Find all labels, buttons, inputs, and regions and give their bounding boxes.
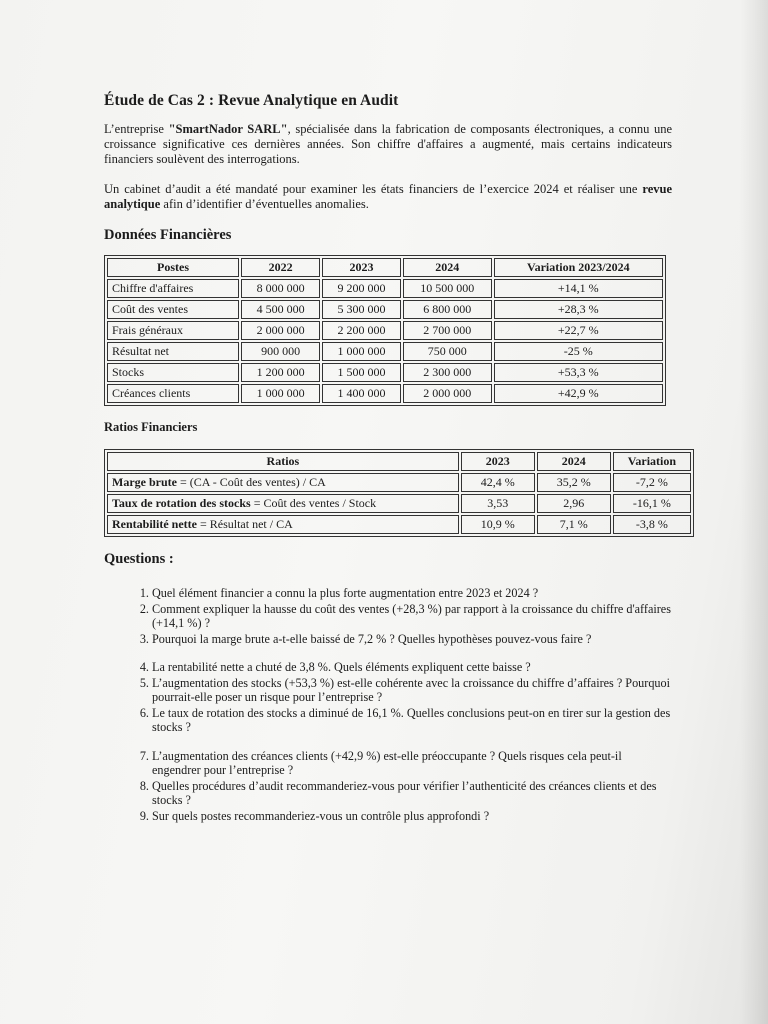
table-row: [107, 494, 691, 513]
header-postes: Postes: [107, 258, 239, 277]
cell-poste: Résultat net: [107, 342, 239, 361]
cell-value-2022: 1 200 000: [241, 363, 320, 382]
ratio-name: Rentabilité nette: [112, 517, 197, 531]
cell-value-2024: 2 700 000: [403, 321, 492, 340]
analytical-review-term: revue analytique: [104, 182, 672, 211]
cell-variation: +14,1 %: [494, 279, 663, 298]
question-item: 2. Comment expliquer la hausse du coût des ventes (+28,3 %) par rapport à la croissance du chiffre d'affaires (+14,1 %) ?: [152, 602, 672, 631]
cell-value-2023: 1 500 000: [322, 363, 401, 382]
cell-value-2022: 4 500 000: [241, 300, 320, 319]
cell-poste: Chiffre d'affaires: [107, 279, 239, 298]
cell-ratio-variation: -16,1 %: [613, 494, 691, 513]
cell-poste: Coût des ventes: [107, 300, 239, 319]
header-ratio-2023: 2023: [461, 452, 535, 471]
cell-poste: Stocks: [107, 363, 239, 382]
intro-paragraph-2: [104, 182, 672, 212]
ratio-formula: = (CA - Coût des ventes) / CA: [176, 475, 326, 489]
cell-value-2024: 6 800 000: [403, 300, 492, 319]
header-ratios: Ratios: [107, 452, 459, 471]
financial-table-header-row: [107, 258, 663, 277]
intro-paragraph-1: [104, 122, 672, 167]
cell-variation: -25 %: [494, 342, 663, 361]
table-row: [107, 300, 663, 319]
cell-value-2024: 10 500 000: [403, 279, 492, 298]
cell-variation: +28,3 %: [494, 300, 663, 319]
header-ratio-2024: 2024: [537, 452, 611, 471]
ratios-table-header-row: [107, 452, 691, 471]
ratio-name: Marge brute: [112, 475, 177, 489]
cell-variation: +42,9 %: [494, 384, 663, 403]
cell-value-2024: 2 300 000: [403, 363, 492, 382]
intro-p1-text-start: L’entreprise: [104, 122, 169, 136]
question-item: 3. Pourquoi la marge brute a-t-elle baissé de 7,2 % ? Quelles hypothèses pouvez-vous faire ?: [152, 632, 672, 647]
table-row: [107, 473, 691, 492]
company-name: "SmartNador SARL": [168, 122, 288, 136]
header-variation: Variation 2023/2024: [494, 258, 663, 277]
case-study-title: Étude de Cas 2 : Revue Analytique en Audit: [104, 92, 399, 109]
table-row: [107, 321, 663, 340]
question-item: 5. L’augmentation des stocks (+53,3 %) est-elle cohérente avec la croissance du chiffre d’affaires ? Pourquoi pourrait-elle poser un risque pour l’entreprise ?: [152, 676, 672, 705]
table-row: [107, 515, 691, 534]
questions-heading: Questions :: [104, 551, 174, 567]
intro-p2-text-start: Un cabinet d’audit a été mandaté pour examiner les états financiers de l’exercice 2024 et réaliser une: [104, 182, 643, 196]
cell-variation: +53,3 %: [494, 363, 663, 382]
cell-ratio-v2023: 10,9 %: [461, 515, 535, 534]
question-item: 7. L’augmentation des créances clients (+42,9 %) est-elle préoccupante ? Quels risques cela peut-il engendrer pour l’entreprise ?: [152, 749, 672, 778]
question-item: 1. Quel élément financier a connu la plus forte augmentation entre 2023 et 2024 ?: [152, 586, 672, 601]
financial-data-table: [104, 255, 666, 406]
cell-ratio-label: [107, 515, 459, 534]
ratio-formula: = Coût des ventes / Stock: [250, 496, 377, 510]
cell-ratio-v2024: 2,96: [537, 494, 611, 513]
table-row: [107, 363, 663, 382]
cell-ratio-v2023: 3,53: [461, 494, 535, 513]
cell-variation: +22,7 %: [494, 321, 663, 340]
cell-value-2023: 1 400 000: [322, 384, 401, 403]
questions-list: [104, 586, 672, 823]
header-ratio-variation: Variation: [613, 452, 691, 471]
cell-ratio-label: [107, 473, 459, 492]
question-item: 6. Le taux de rotation des stocks a diminué de 16,1 %. Quelles conclusions peut-on en tirer sur la gestion des stocks ?: [152, 706, 672, 735]
question-item: 4. La rentabilité nette a chuté de 3,8 %. Quels éléments expliquent cette baisse ?: [152, 660, 672, 675]
ratio-name: Taux de rotation des stocks: [112, 496, 251, 510]
header-2024: 2024: [403, 258, 492, 277]
cell-ratio-v2024: 35,2 %: [537, 473, 611, 492]
cell-value-2022: 900 000: [241, 342, 320, 361]
cell-ratio-v2023: 42,4 %: [461, 473, 535, 492]
cell-value-2024: 2 000 000: [403, 384, 492, 403]
cell-value-2023: 1 000 000: [322, 342, 401, 361]
question-item: 8. Quelles procédures d’audit recommanderiez-vous pour vérifier l’authenticité des créances clients et des stocks ?: [152, 779, 672, 808]
cell-poste: Frais généraux: [107, 321, 239, 340]
ratio-formula: = Résultat net / CA: [196, 517, 293, 531]
table-row: [107, 342, 663, 361]
ratios-table: [104, 449, 694, 537]
table-row: [107, 279, 663, 298]
document-content: [104, 92, 677, 824]
header-2023: 2023: [322, 258, 401, 277]
cell-value-2023: 5 300 000: [322, 300, 401, 319]
intro-p1-text-end: , spécialisée dans la fabrication de composants électroniques, a connu une croissance significative ces dernières années. Son chiffre d'affaires a augmenté, mais certains indicateurs financiers soulèvent des interrogations.: [104, 122, 673, 166]
cell-value-2022: 2 000 000: [241, 321, 320, 340]
page-edge-shadow: [740, 0, 768, 1024]
ratios-heading: Ratios Financiers: [104, 420, 198, 434]
cell-ratio-variation: -3,8 %: [613, 515, 691, 534]
header-2022: 2022: [241, 258, 320, 277]
intro-p2-text-end: afin d’identifier d’éventuelles anomalies.: [160, 197, 369, 211]
cell-value-2022: 8 000 000: [241, 279, 320, 298]
financial-data-heading: Données Financières: [104, 227, 232, 243]
cell-value-2024: 750 000: [403, 342, 492, 361]
cell-ratio-variation: -7,2 %: [613, 473, 691, 492]
cell-ratio-v2024: 7,1 %: [537, 515, 611, 534]
table-row: [107, 384, 663, 403]
cell-value-2023: 2 200 000: [322, 321, 401, 340]
cell-value-2023: 9 200 000: [322, 279, 401, 298]
cell-poste: Créances clients: [107, 384, 239, 403]
cell-value-2022: 1 000 000: [241, 384, 320, 403]
question-item: 9. Sur quels postes recommanderiez-vous un contrôle plus approfondi ?: [152, 809, 672, 824]
cell-ratio-label: [107, 494, 459, 513]
